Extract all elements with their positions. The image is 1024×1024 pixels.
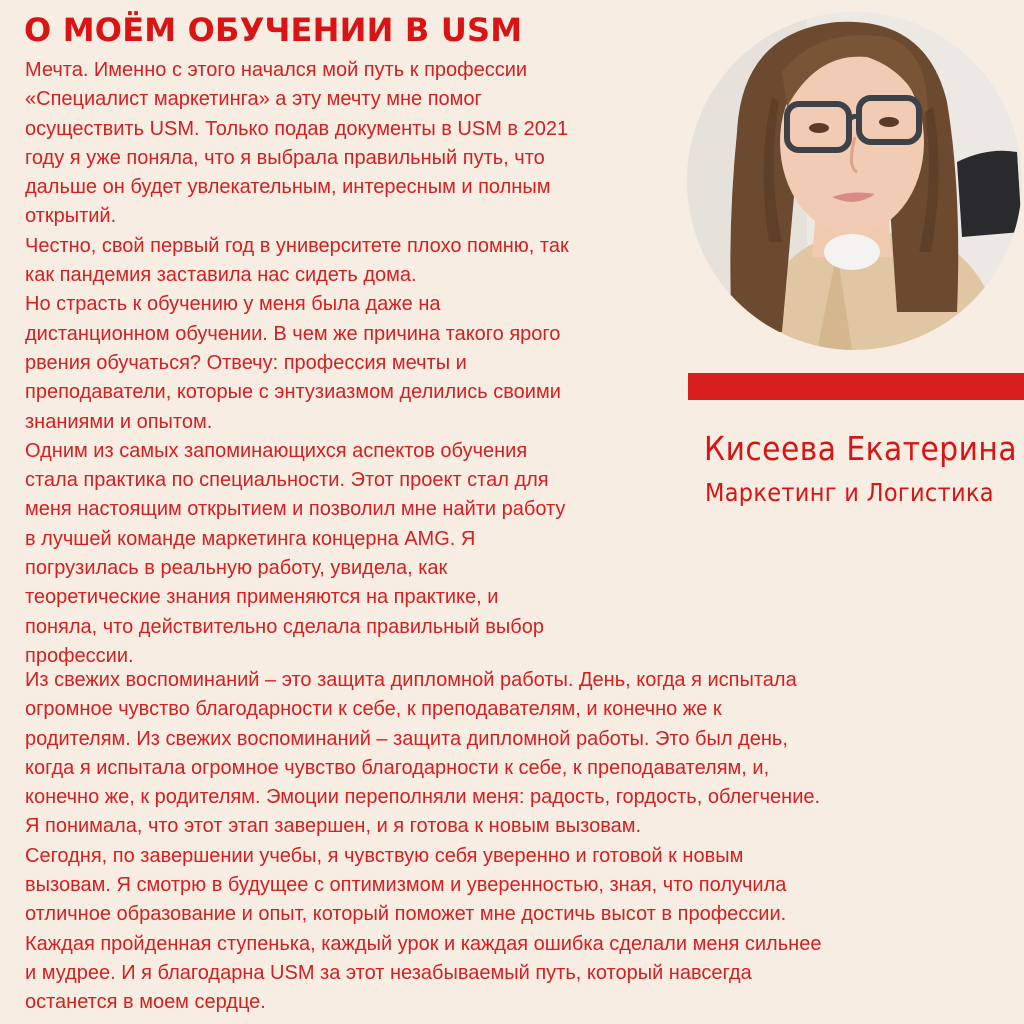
story-text-bottom: Из свежих воспоминаний – это защита дипломной работы. День, когда я испытала огромное чувство благодарности к себе, к преподавателям, и конечно же к родителям. Из свежих воспоминаний – защита дипломной работы. Это был день, когда я испытала огромное чувство благодарности к себе, к преподавателям, и, конечно же, к родителям. Эмоции переполняли меня: радость, гордость, облегчение. Я понимала, что этот этап завершен, и я готова к новым вызовам. Сегодня, по завершении учебы, я чувствую себя уверенно и готовой к новым вызовам. Я смотрю в будущее с оптимизмом и уверенностью, зная, что получила отличное образование и опыт, который поможет мне достичь высот в профессии. Каждая пройденная ступенька, каждый урок и каждая ошибка сделали меня сильнее и мудрее. И я благодарна USM за этот незабываемый путь, который навсегда останется в моем сердце.	[25, 669, 822, 1014]
story-text-top: Мечта. Именно с этого начался мой путь к профессии «Специалист маркетинга» а эту мечту мне помог осуществить USM. Только подав документы в USM в 2021 году я уже поняла, что я выбрала правильный путь, что дальше он будет увлекательным, интересным и полным открытий. Честно, свой первый год в университете плохо помню, так как пандемия заставила нас сидеть дома. Но страсть к обучению у меня была даже на дистанционном обучении. В чем же причина такого ярого рвения обучаться? Отвечу: профессия мечты и преподаватели, которые с энтузиазмом делились своими знаниями и опытом. Одним из самых запоминающихся аспектов обучения стала практика по специальности. Этот проект стал для меня настоящим открытием и позволил мне найти работу в лучшей команде маркетинга концерна AMG. Я погрузилась в реальную работу, увидела, как теоретические знания применяются на практике, и поняла, что действительно сделала правильный выбор профессии.	[25, 59, 569, 667]
author-name: Кисеева Екатерина	[704, 429, 1018, 468]
page-title: О МОЁМ ОБУЧЕНИИ В USM	[24, 11, 523, 49]
portrait-illustration	[687, 12, 1022, 350]
author-photo	[687, 12, 1022, 350]
author-role: Маркетинг и Логистика	[705, 478, 994, 507]
red-accent-band	[688, 373, 1024, 400]
